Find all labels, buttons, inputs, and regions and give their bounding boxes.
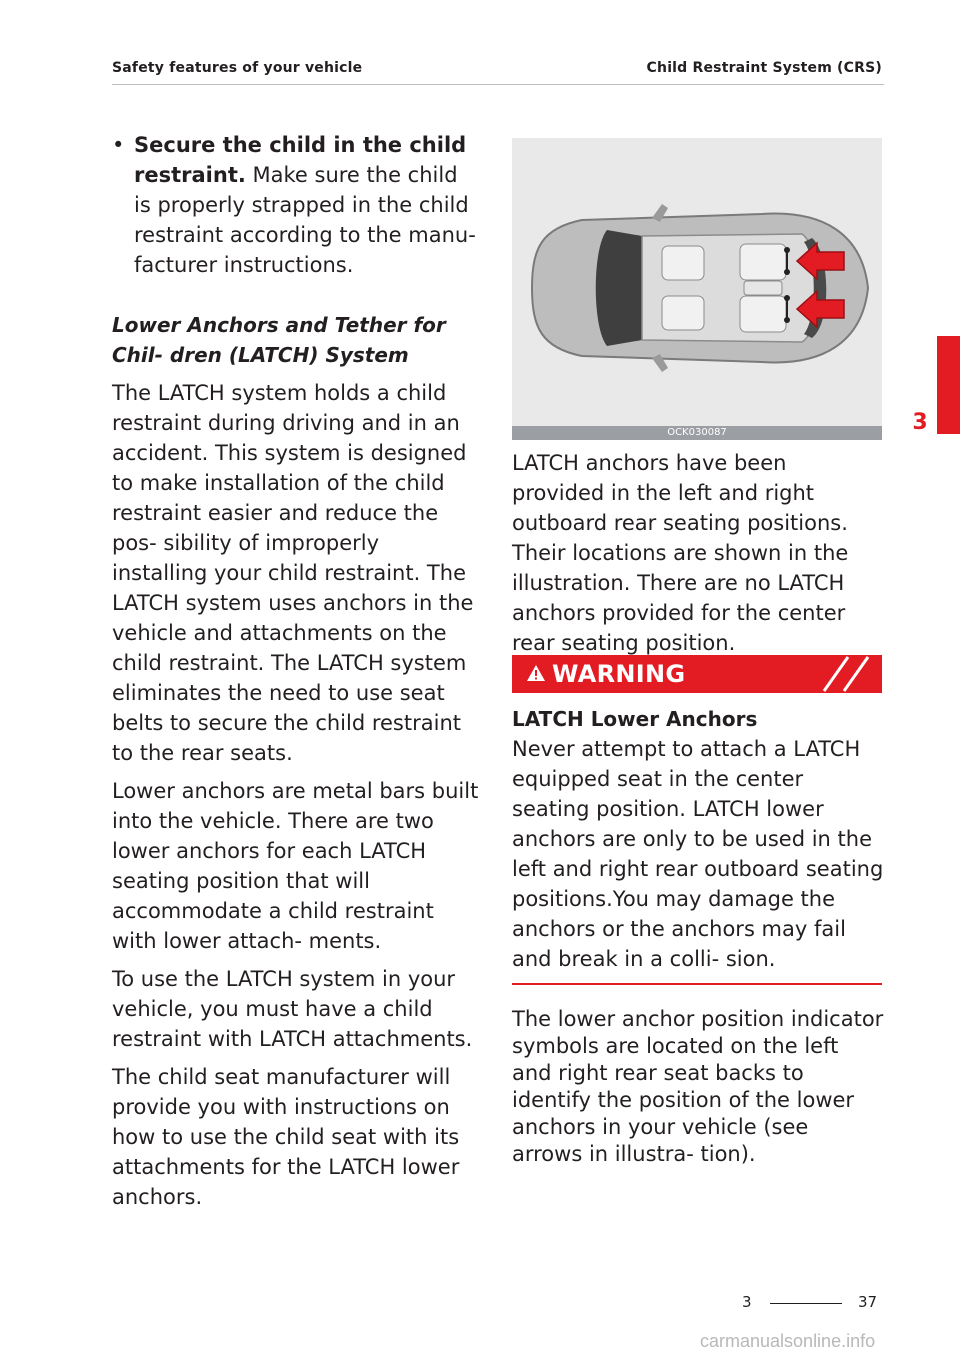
latch-anchor-illustration	[512, 138, 882, 438]
warning-label: WARNING	[552, 660, 686, 688]
paragraph-manufacturer: The child seat manufacturer will provide you with instructions on how to use the child seat with its attachments for the LATCH lower anchors.	[112, 1065, 460, 1209]
bullet-bold-lead: Secure the child in the child restraint.	[134, 133, 467, 187]
footer-chapter-number: 3	[742, 1293, 752, 1311]
warning-triangle-icon	[526, 663, 546, 683]
left-column	[112, 130, 480, 1220]
warning-title: LATCH Lower Anchors	[512, 707, 758, 731]
chapter-side-number: 3	[912, 410, 928, 435]
footer-page-number: 37	[858, 1293, 878, 1311]
header-divider	[112, 84, 884, 85]
bullet-item	[112, 130, 480, 280]
paragraph-lower-anchors: Lower anchors are metal bars built into the vehicle. There are two lower anchors for each LATCH seating position that will accommodate a child restraint with lower attach- ments.	[112, 779, 479, 953]
car-top-view-image	[512, 138, 882, 438]
right-column	[512, 448, 884, 658]
paragraph-indicator-symbols: The lower anchor position indicator symbols are located on the left and right rear seat backs to identify the position of the lower anchors in your vehicle (see arrows in illustra- tion).	[512, 1007, 884, 1166]
header-section-title: Safety features of your vehicle	[112, 60, 363, 76]
bullet-text	[134, 130, 480, 280]
paragraph-anchor-locations: LATCH anchors have been provided in the left and right outboard rear seating positions. Their locations are shown in the illustration. There are no LATCH anchors provided for the center rear seating position.	[512, 451, 849, 655]
footer-divider	[770, 1303, 842, 1304]
chapter-side-tab	[937, 336, 960, 434]
warning-stripes-icon	[818, 655, 874, 693]
watermark-text: carmanualsonline.info	[700, 1331, 876, 1351]
paragraph-latch-intro: The LATCH system holds a child restraint during driving and in an accident. This system is designed to make installation of the child restraint easier and reduce the pos- sibility of improperly installing your child restraint. The LATCH system uses anchors in the vehicle and attachments on the child restraint. The LATCH system eliminates the need to use seat belts to secure the child restraint to the rear seats.	[112, 381, 474, 765]
warning-body: Never attempt to attach a LATCH equipped seat in the center seating position. LATCH lower anchors are only to be used in the left and right rear outboard seating positions.You may damage the anchors or the anchors may fail and break in a colli- sion.	[512, 737, 884, 971]
header-chapter-title: Child Restraint System (CRS)	[646, 60, 882, 76]
section-subheading: Lower Anchors and Tether for Chil- dren (LATCH) System	[112, 313, 446, 367]
figure-code: OCK030087	[512, 426, 882, 440]
paragraph-latch-requirement: To use the LATCH system in your vehicle, you must have a child restraint with LATCH attachments.	[112, 967, 473, 1051]
warning-content	[512, 704, 884, 974]
warning-banner	[512, 655, 882, 693]
warning-end-rule	[512, 983, 882, 985]
bullet-dot: •	[112, 133, 125, 157]
bullet-body: Make sure the child is properly strapped in the child restraint according to the manu- facturer instructions.	[134, 163, 476, 277]
